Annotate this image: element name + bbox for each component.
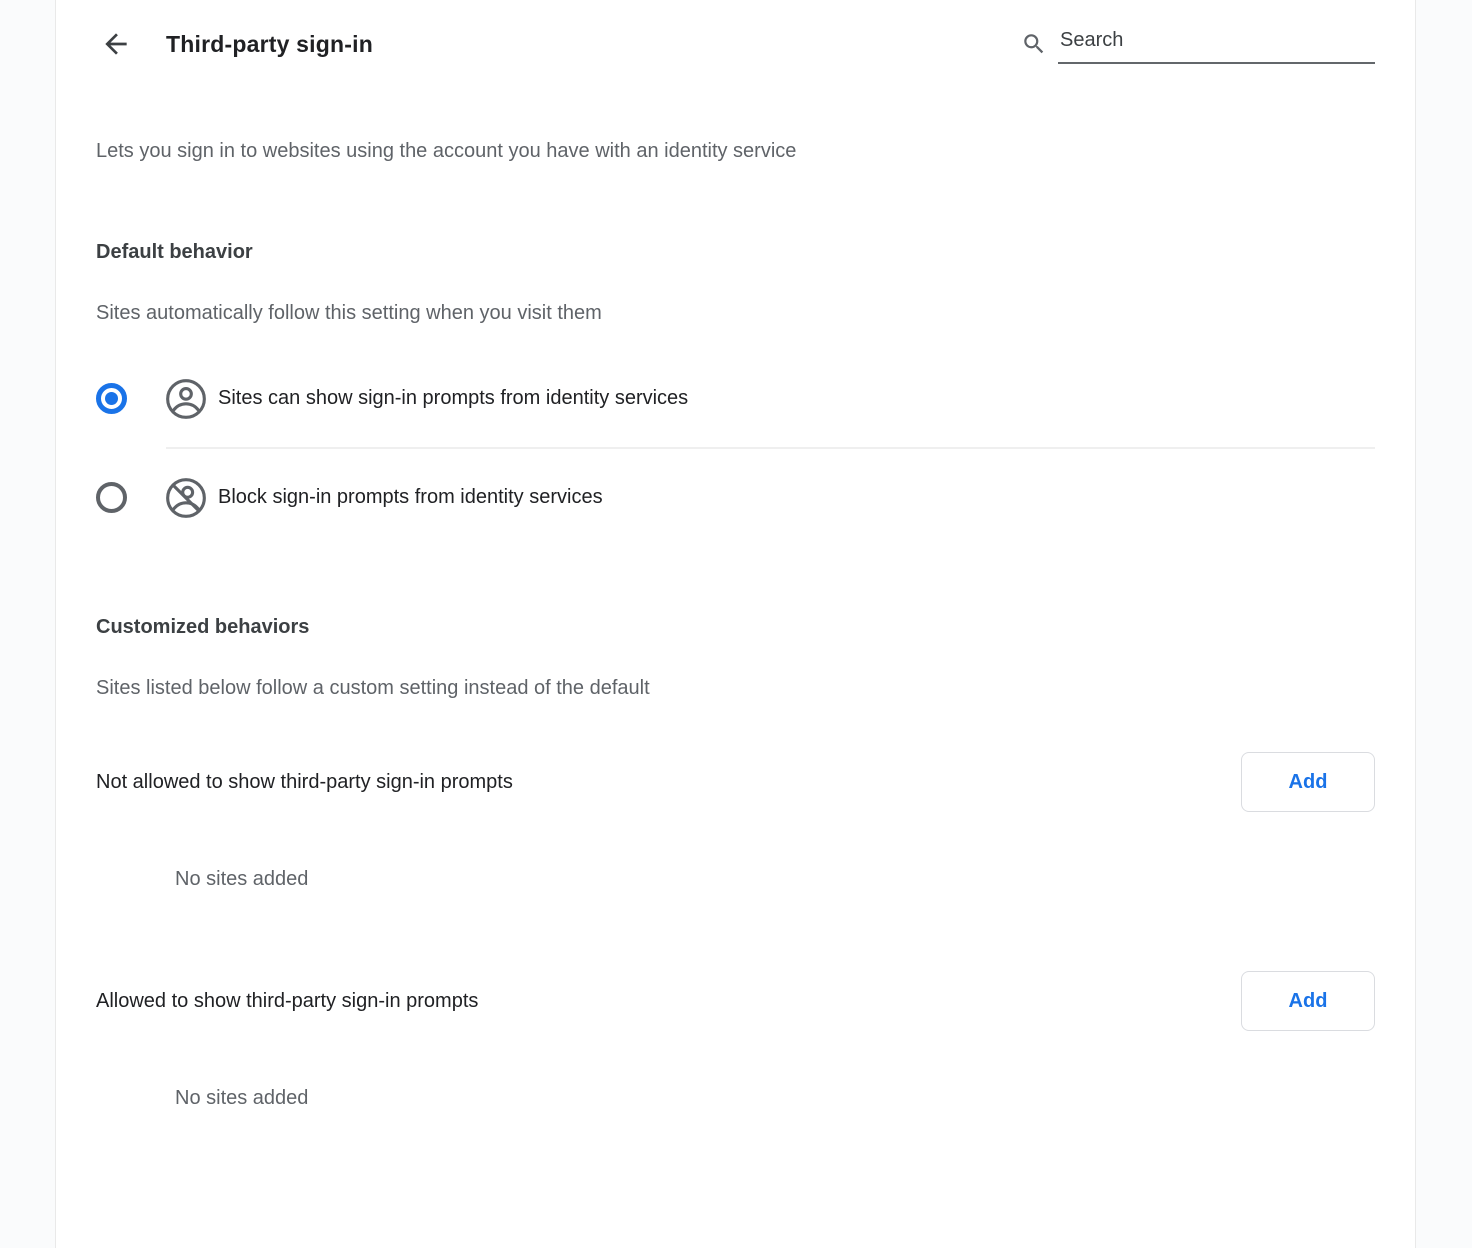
customized-behaviors-subheading: Sites listed below follow a custom setting instead of the default — [96, 677, 650, 699]
allowed-label: Allowed to show third-party sign-in prompts — [96, 989, 479, 1012]
not-allowed-label: Not allowed to show third-party sign-in prompts — [96, 770, 513, 793]
page-description: Lets you sign in to websites using the account you have with an identity service — [96, 140, 797, 162]
back-button[interactable] — [96, 24, 136, 64]
back-arrow-icon — [100, 28, 132, 60]
allowed-list-header — [96, 971, 1375, 1031]
search-icon — [1021, 31, 1047, 57]
add-allowed-site-button[interactable]: Add — [1241, 971, 1375, 1031]
option-label: Sites can show sign-in prompts from identity services — [218, 387, 689, 409]
page-title: Third-party sign-in — [166, 30, 373, 57]
add-not-allowed-site-button[interactable]: Add — [1241, 752, 1375, 812]
settings-page — [55, 0, 1416, 1248]
customized-behaviors-heading: Customized behaviors — [96, 616, 310, 638]
account-blocked-icon — [164, 476, 208, 520]
not-allowed-list-header — [96, 752, 1375, 812]
option-block-signin-prompts[interactable] — [96, 449, 1375, 546]
option-label: Block sign-in prompts from identity services — [218, 486, 603, 508]
radio-selected[interactable] — [96, 383, 127, 414]
option-allow-signin-prompts[interactable] — [96, 350, 1375, 447]
radio-unselected[interactable] — [96, 482, 127, 513]
search-input[interactable] — [1058, 25, 1375, 64]
allowed-empty-text: No sites added — [175, 1087, 309, 1109]
not-allowed-empty-text: No sites added — [175, 868, 309, 890]
default-behavior-radio-group — [96, 350, 1375, 546]
account-circle-icon — [164, 377, 208, 421]
page-header — [96, 0, 1375, 88]
default-behavior-subheading: Sites automatically follow this setting when you visit them — [96, 302, 602, 324]
default-behavior-heading: Default behavior — [96, 241, 253, 263]
search-box — [1021, 25, 1375, 64]
